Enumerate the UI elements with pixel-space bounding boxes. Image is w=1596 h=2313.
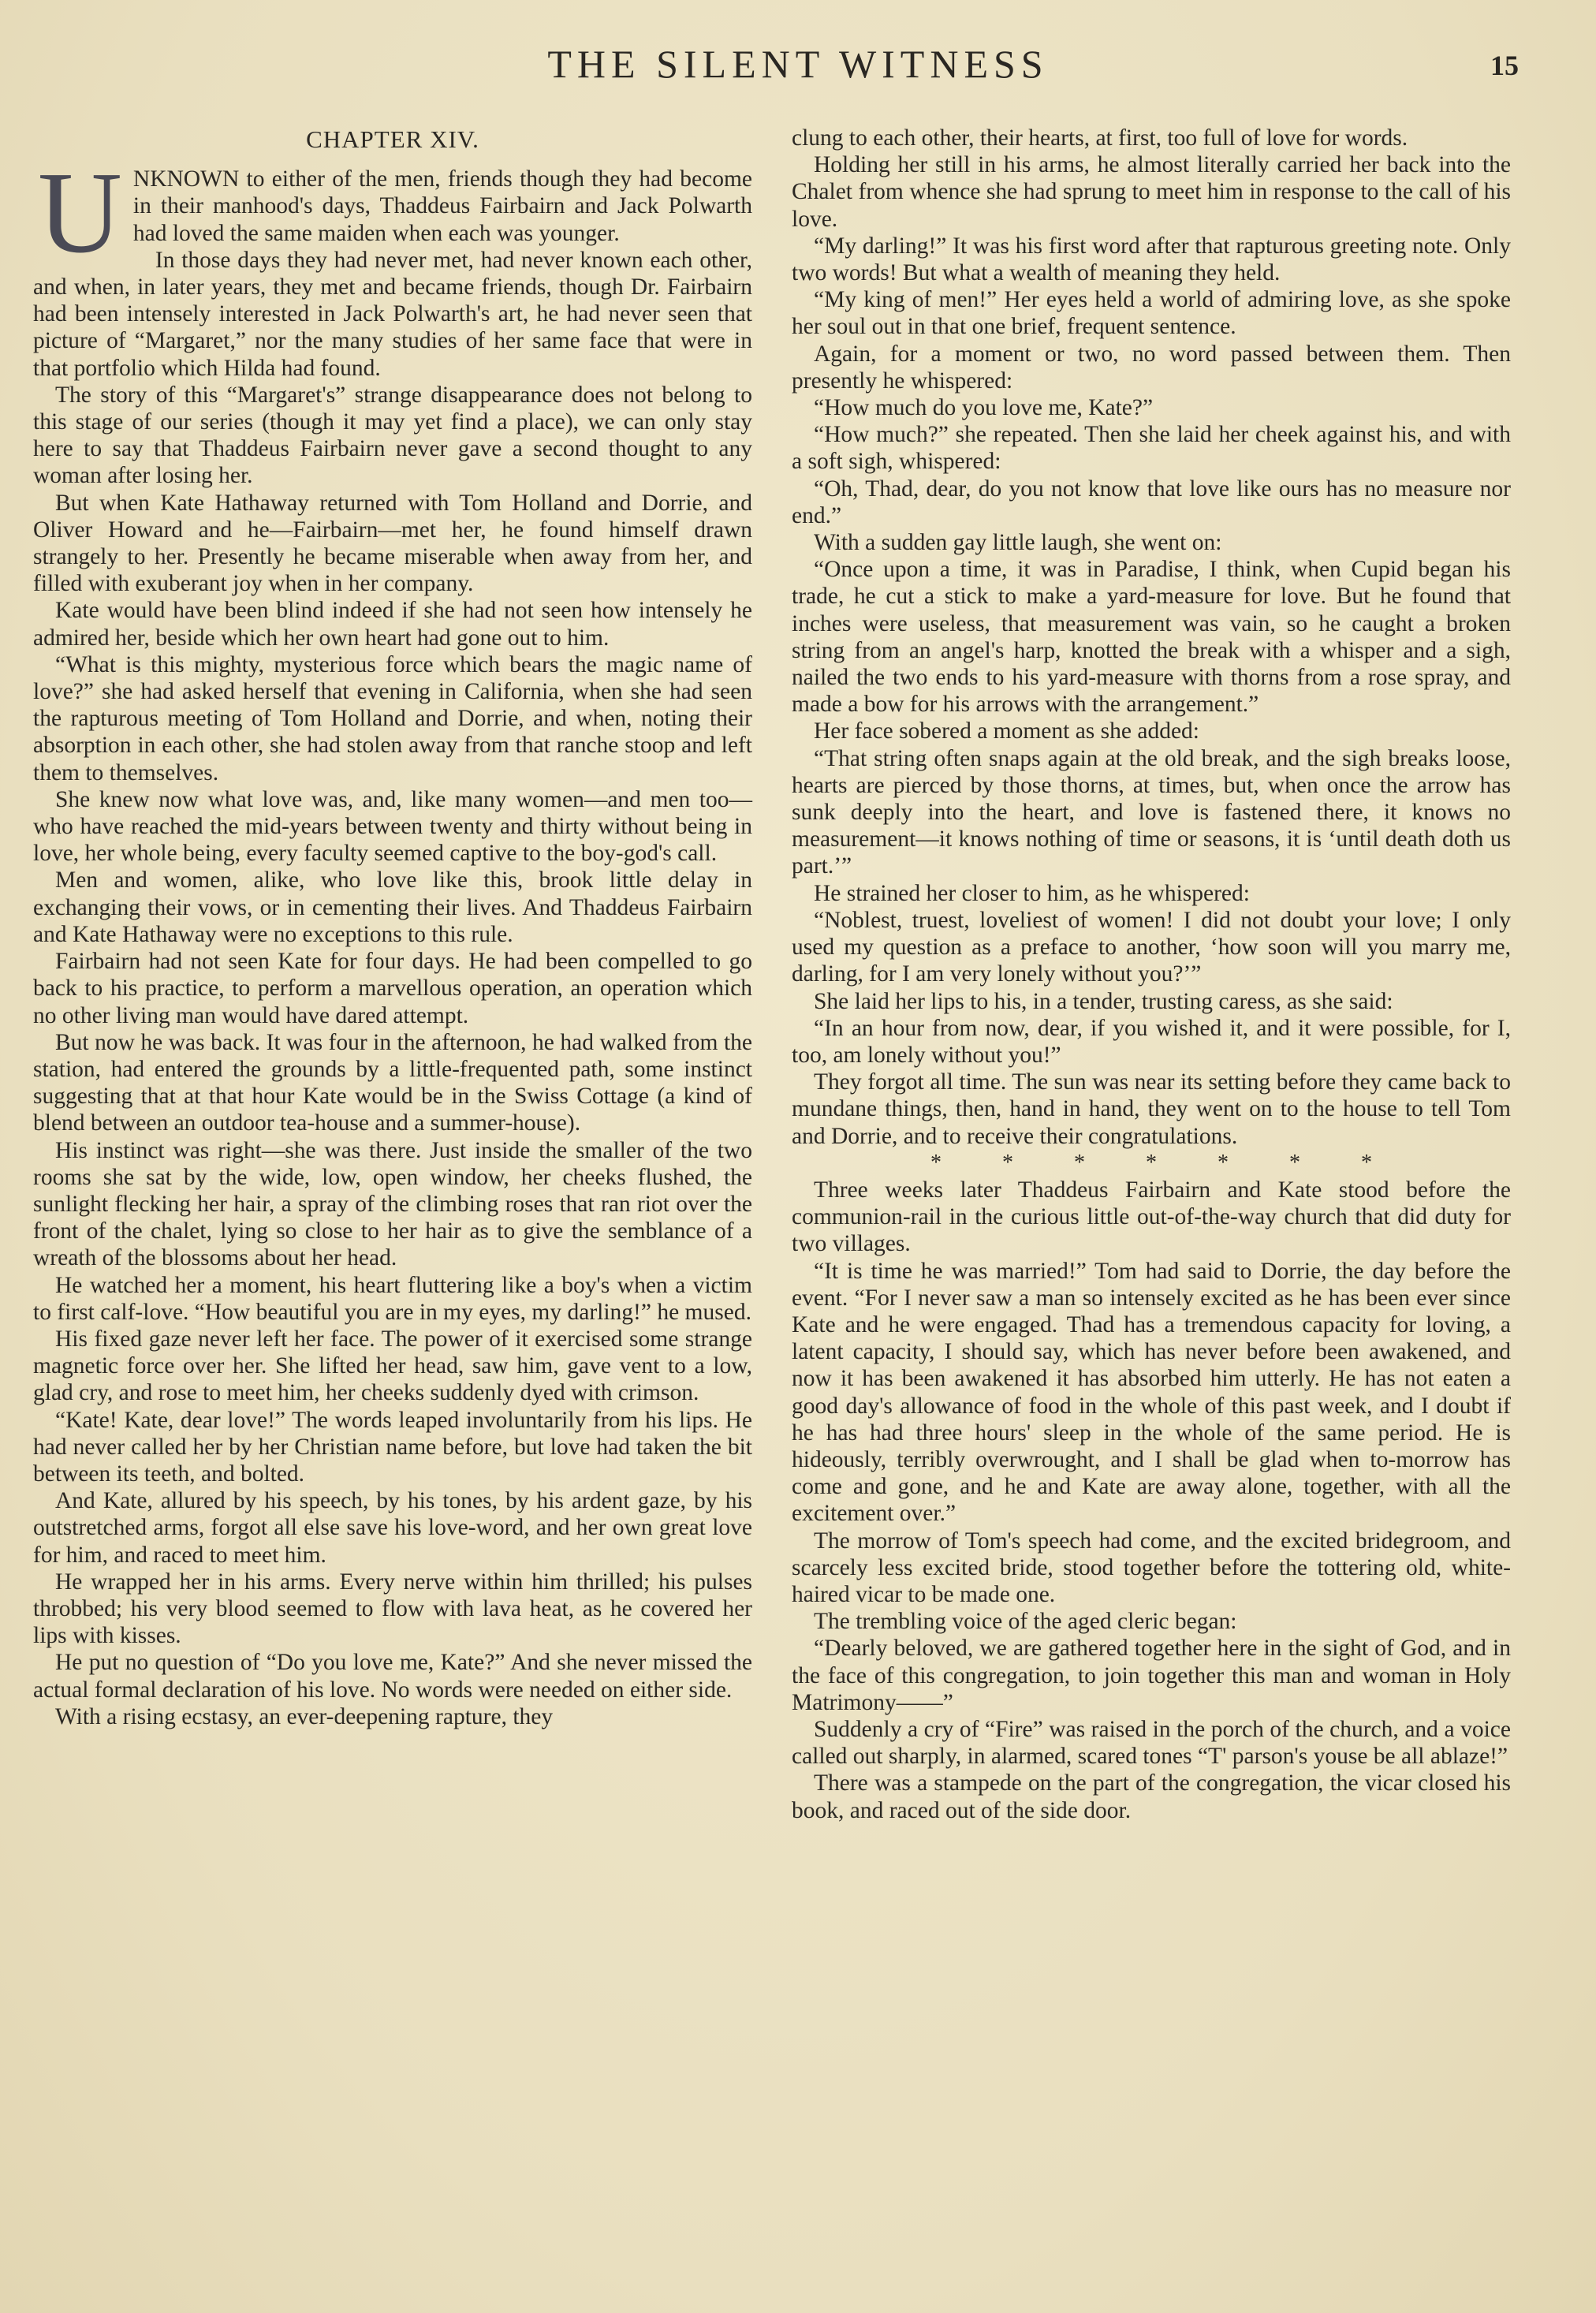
- page-number: 15: [1490, 50, 1519, 81]
- paragraph: The morrow of Tom's speech had come, and the excited bridegroom, and scarcely less excited bride, stood together before the tottering old, white-haired vicar to be made one.: [792, 1528, 1511, 1607]
- right-column: [792, 125, 1511, 1824]
- paragraph: Men and women, alike, who love like this, brook little delay in exchanging their vows, or in cementing their lives. And Thaddeus Fairbairn and Kate Hathaway were no exceptions to this rule.: [33, 867, 752, 947]
- paragraph: “Noblest, truest, loveliest of women! I did not doubt your love; I only used my question as a preface to another, ‘how soon will you marry me, darling, for I am very lonely without you?’”: [792, 907, 1511, 987]
- paragraph: He wrapped her in his arms. Every nerve within him thrilled; his pulses throbbed; his very blood seemed to flow with lava heat, as he covered her lips with kisses.: [33, 1569, 752, 1649]
- opening-paragraph-text: NKNOWN to either of the men, friends though they had become in their manhood's days, Thaddeus Fairbairn and Jack Polwarth had loved the same maiden when each was younger.: [132, 166, 752, 246]
- paragraph: She laid her lips to his, in a tender, trusting caress, as she said:: [814, 988, 1393, 1014]
- paragraph: The story of this “Margaret's” strange disappearance does not belong to this stage of our series (though it may yet find a place), we can only stay here to say that Thaddeus Fairbairn never gave a second thought to any woman after losing her.: [33, 382, 752, 489]
- paragraph: There was a stampede on the part of the congregation, the vicar closed his book, and raced out of the side door.: [792, 1770, 1511, 1823]
- paragraph: “My king of men!” Her eyes held a world of admiring love, as she spoke her soul out in that one brief, frequent sentence.: [792, 287, 1511, 340]
- paragraph: His instinct was right—she was there. Just inside the smaller of the two rooms she sat by the wide, low, open window, her cheeks flushed, the sunlight flecking her hair, a spray of the climbing roses that ran riot over the front of the chalet, lying so close to her hair as to give the semblance of a wreath of the blossoms about her head.: [33, 1137, 752, 1271]
- paragraph: “Oh, Thad, dear, do you not know that love like ours has no measure nor end.”: [792, 476, 1511, 528]
- paragraph: Fairbairn had not seen Kate for four days. He had been compelled to go back to his practice, to perform a marvellous operation, an operation which no other living man would have dared attempt.: [33, 949, 752, 1028]
- paragraph: And Kate, allured by his speech, by his tones, by his ardent gaze, by his outstretched arms, forgot all else save his love-word, and her own great love for him, and raced to meet him.: [33, 1488, 752, 1568]
- paragraph: He strained her closer to him, as he whispered:: [814, 880, 1250, 906]
- paragraph: She knew now what love was, and, like many women—and men too—who have reached the mid-years between twenty and thirty without being in love, her whole being, every faculty seemed captive to the boy-god's call.: [33, 786, 752, 867]
- paragraph: The trembling voice of the aged cleric began:: [814, 1609, 1237, 1635]
- paragraph: Holding her still in his arms, he almost literally carried her back into the Chalet from whence she had sprung to meet him in response to the call of his love.: [792, 152, 1511, 232]
- running-title: THE SILENT WITNESS: [547, 42, 1049, 86]
- chapter-heading: CHAPTER XIV.: [306, 125, 479, 153]
- paragraph: In those days they had never met, had never known each other, and when, in later years, they met and became friends, though Dr. Fairbairn had been intensely interested in Jack Polwarth's art, he had never seen that picture of “Margaret,” nor the many studies of her same face that were in that portfolio which Hilda had found.: [33, 247, 752, 381]
- paragraph: “That string often snaps again at the old break, and the sigh breaks loose, hearts are pierced by those thorns, at times, but, when once the arrow has sunk deeply into the heart, and love is fastened there, it knows no measurement—it knows nothing of time or seasons, it is ‘until death doth us part.’”: [792, 745, 1511, 879]
- drop-cap: U: [38, 148, 122, 278]
- paragraph: “Kate! Kate, dear love!” The words leaped involuntarily from his lips. He had never called her by her Christian name before, but love had taken the bit between its teeth, and bolted.: [33, 1407, 752, 1487]
- left-column: [33, 125, 752, 1730]
- paragraph: His fixed gaze never left her face. The power of it exercised some strange magnetic force over her. She lifted her head, saw him, gave vent to a low, glad cry, and rose to meet him, her cheeks suddenly dyed with crimson.: [33, 1326, 752, 1406]
- section-break: * * * * * * *: [930, 1150, 1372, 1175]
- opening-paragraph: [33, 148, 752, 278]
- paragraph: “What is this mighty, mysterious force which bears the magic name of love?” she had asked herself that evening in California, when she had seen the rapturous meeting of Tom Holland and Dorrie, and when, noting their absorption in each other, she had stolen away from that ranche stoop and left them to themselves.: [33, 651, 752, 785]
- paragraph: Three weeks later Thaddeus Fairbairn and Kate stood before the communion-rail in the curious little out-of-the-way church that did duty for two villages.: [792, 1177, 1511, 1257]
- paragraph: “How much do you love me, Kate?”: [814, 395, 1154, 421]
- paragraph: He watched her a moment, his heart fluttering like a boy's when a victim to first calf-love. “How beautiful you are in my eyes, my darling!” he mused.: [33, 1272, 752, 1325]
- paragraph: He put no question of “Do you love me, Kate?” And she never missed the actual formal declaration of his love. No words were needed on either side.: [33, 1650, 752, 1703]
- paragraph: Kate would have been blind indeed if she had not seen how intensely he admired her, beside which her own heart had gone out to him.: [33, 598, 752, 651]
- paragraph: Again, for a moment or two, no word passed between them. Then presently he whispered:: [792, 341, 1511, 394]
- paragraph: Suddenly a cry of “Fire” was raised in the porch of the church, and a voice called out sharply, in alarmed, scared tones “T' parson's youse be all ablaze!”: [792, 1716, 1511, 1770]
- paragraph: “How much?” she repeated. Then she laid her cheek against his, and with a soft sigh, whispered:: [792, 422, 1511, 475]
- paragraph: But when Kate Hathaway returned with Tom Holland and Dorrie, and Oliver Howard and he—Fairbairn—met her, he found himself drawn strangely to her. Presently he became miserable when away from her, and filled with exuberant joy when in her company.: [33, 490, 752, 597]
- paragraph: Her face sobered a moment as she added:: [814, 718, 1199, 744]
- paragraph: “Dearly beloved, we are gathered together here in the sight of God, and in the face of this congregation, to join together this man and woman in Holy Matrimony——”: [792, 1636, 1511, 1715]
- paragraph: “Once upon a time, it was in Paradise, I think, when Cupid began his trade, he cut a stick to make a yard-measure for love. But he found that inches were useless, that measurement was vain, so he caught a broken string from an angel's harp, knotted the break with a whisper and a sigh, nailed the two ends to his yard-measure with thorns from a rose spray, and made a bow for his arrows with the arrangement.”: [792, 557, 1511, 718]
- paragraph: With a sudden gay little laugh, she went on:: [814, 530, 1222, 556]
- paragraph: With a rising ecstasy, an ever-deepening rapture, they: [55, 1703, 554, 1729]
- continued-paragraph: clung to each other, their hearts, at first, too full of love for words.: [792, 125, 1408, 151]
- paragraph: “In an hour from now, dear, if you wished it, and it were possible, for I, too, am lonely without you!”: [792, 1015, 1511, 1068]
- paragraph: “It is time he was married!” Tom had said to Dorrie, the day before the event. “For I never saw a man so intensely excited as he has been ever since Kate and he were engaged. Thad has a tremendous capacity for loving, a latent capacity, I should say, which has never before been awakened, and now it has been awakened it has absorbed him utterly. He has not eaten a good day's allowance of food in the whole of this past week, and I doubt if he has had three hours' sleep in the whole of the same period. He is hideously, terribly overwrought, and I shall be glad when to-morrow has come and gone, and he and Kate are away alone, together, with all the excitement over.”: [792, 1258, 1511, 1527]
- paragraph: But now he was back. It was four in the afternoon, he had walked from the station, had entered the grounds by a little-frequented path, some instinct suggesting that at that hour Kate would be in the Swiss Cottage (a kind of blend between an outdoor tea-house and a summer-house).: [33, 1029, 752, 1136]
- paragraph: They forgot all time. The sun was near its setting before they came back to mundane things, then, hand in hand, they went on to the house to tell Tom and Dorrie, and to receive their congratulations.: [792, 1069, 1511, 1149]
- paragraph: “My darling!” It was his first word after that rapturous greeting note. Only two words! But what a wealth of meaning they held.: [792, 233, 1511, 286]
